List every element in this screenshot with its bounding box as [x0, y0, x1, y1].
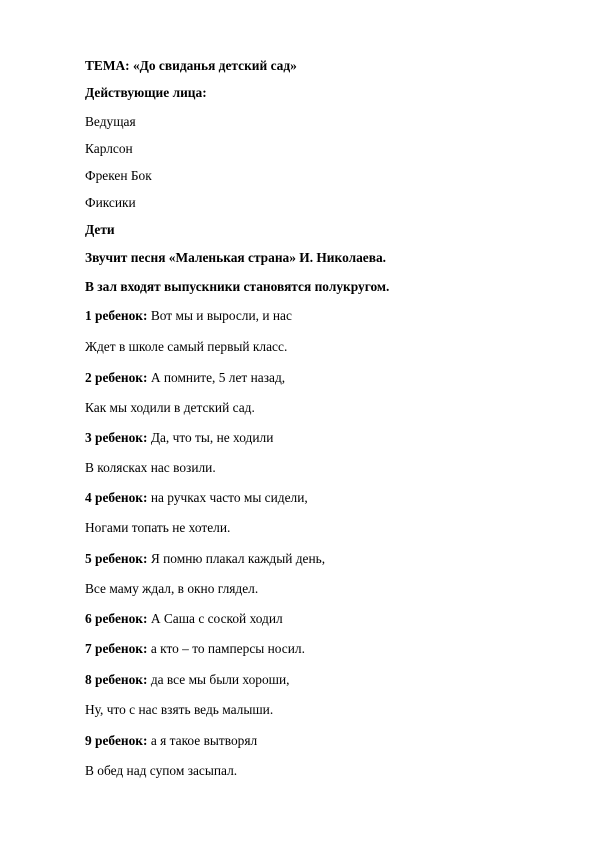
speaker-label: 7 ребенок: [85, 641, 148, 656]
dialogue-line [85, 672, 290, 688]
cast-item: Фрекен Бок [85, 168, 152, 183]
dialogue-text: А Саша с соской ходил [147, 611, 283, 626]
speaker-label: 9 ребенок: [85, 733, 148, 748]
dialogue-line [85, 611, 283, 627]
cast-item: Дети [85, 222, 115, 237]
dialogue-text: Я помню плакал каждый день, [147, 551, 326, 566]
dialogue-line [85, 308, 292, 324]
theme-title: ТЕМА: «До свиданья детский сад» [85, 58, 297, 73]
cast-item: Карлсон [85, 141, 133, 156]
dialogue-line [85, 370, 285, 386]
speaker-label: 8 ребенок: [85, 672, 148, 687]
dialogue-text: А помните, 5 лет назад, [147, 370, 286, 385]
dialogue-line [85, 702, 273, 718]
dialogue-line [85, 490, 308, 506]
dialogue-text: да все мы были хороши, [147, 672, 290, 687]
dialogue-text: Как мы ходили в детский сад. [85, 400, 255, 415]
dialogue-text: Ногами топать не хотели. [85, 520, 231, 535]
speaker-label: 3 ребенок: [85, 430, 148, 445]
dialogue-text: на ручках часто мы сидели, [147, 490, 308, 505]
speaker-label: 5 ребенок: [85, 551, 148, 566]
dialogue-line [85, 763, 237, 779]
dialogue-line [85, 551, 325, 567]
dialogue-text: Вот мы и выросли, и нас [147, 308, 292, 323]
dialogue-text: Ждет в школе самый первый класс. [85, 339, 288, 354]
speaker-label: 4 ребенок: [85, 490, 148, 505]
speaker-label: 2 ребенок: [85, 370, 148, 385]
speaker-label: 1 ребенок: [85, 308, 148, 323]
dialogue-line [85, 400, 255, 416]
dialogue-text: Все маму ждал, в окно глядел. [85, 581, 259, 596]
speaker-label: 6 ребенок: [85, 611, 148, 626]
dialogue-line [85, 733, 257, 749]
dialogue-line [85, 641, 305, 657]
stage-direction: Звучит песня «Маленькая страна» И. Николаева. [85, 250, 387, 265]
cast-item: Фиксики [85, 195, 136, 210]
cast-heading: Действующие лица: [85, 85, 207, 100]
dialogue-text: Да, что ты, не ходили [147, 430, 274, 445]
cast-item: Ведущая [85, 114, 136, 129]
dialogue-line [85, 581, 258, 597]
stage-direction: В зал входят выпускники становятся полукругом. [85, 279, 390, 294]
dialogue-text: а кто – то памперсы носил. [147, 641, 305, 656]
dialogue-line [85, 460, 216, 476]
dialogue-text: В обед над супом засыпал. [85, 763, 238, 778]
dialogue-line [85, 520, 230, 536]
dialogue-text: Ну, что с нас взять ведь малыши. [85, 702, 274, 717]
dialogue-line [85, 430, 273, 446]
dialogue-text: В колясках нас возили. [85, 460, 216, 475]
dialogue-line [85, 339, 287, 355]
dialogue-text: а я такое вытворял [147, 733, 258, 748]
